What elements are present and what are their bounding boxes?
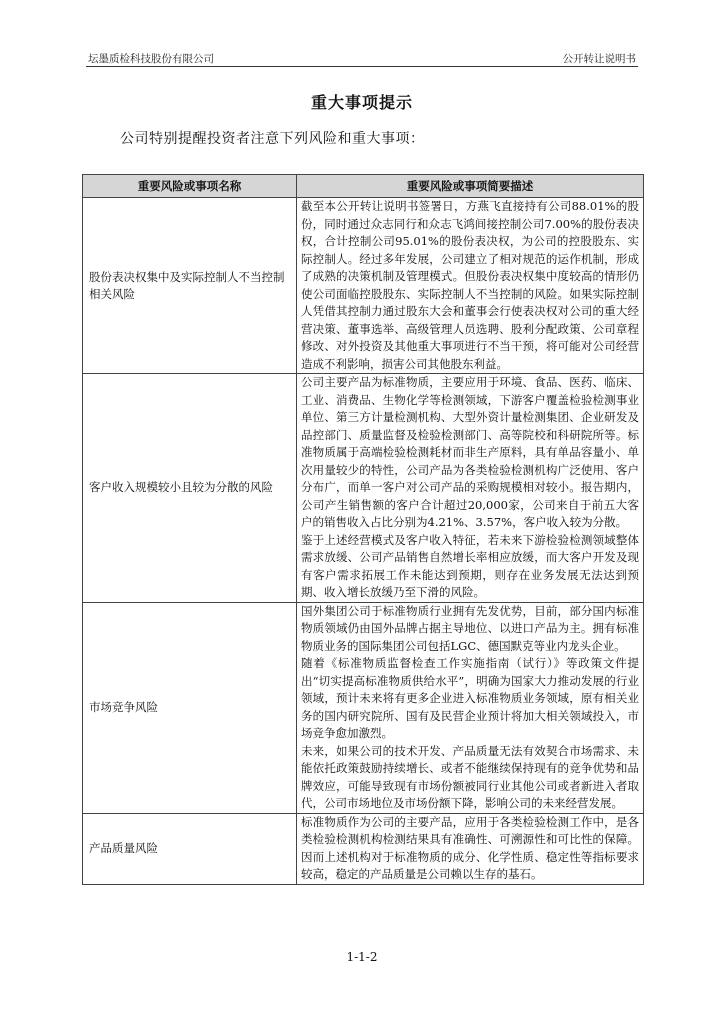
table-row (83, 198, 644, 374)
risk-description (297, 813, 644, 884)
page-number: 1-1-2 (346, 950, 378, 964)
risk-description (297, 602, 644, 813)
description-paragraph: 鉴于上述经营模式及客户收入特征，若未来下游检验检测领域整体需求放缓、公司产品销售自然增长率相应放缓，而大客户开发及现有客户需求拓展工作未能达到预期，则存在业务发展无法达到预期、收入增长放缓乃至下滑的风险。 (301, 532, 639, 599)
page-title: 重大事项提示 (310, 93, 413, 112)
column-header-name: 重要风险或事项名称 (83, 175, 297, 198)
description-paragraph: 随着《标准物质监督检查工作实施指南（试行）》等政策文件提出“切实提高标准物质供给水平”，明确为国家大力推动发展的行业领域，预计未来将有更多企业进入标准物质业务领域，原有相关业务的国内研究院所、国有及民营企业预计将加大相关领域投入，市场竞争愈加激烈。 (301, 656, 639, 740)
header-company-name: 坛墨质检科技股份有限公司 (88, 53, 214, 65)
column-header-description: 重要风险或事项简要描述 (297, 175, 644, 198)
description-paragraph: 国外集团公司于标准物质行业拥有先发优势，目前，部分国内标准物质领域仍由国外品牌占据主导地位、以进口产品为主。拥有标准物质业务的国际集团公司包括LGC、德国默克等业内龙头企业。 (301, 603, 639, 653)
page-header (86, 50, 638, 67)
table-row (83, 602, 644, 813)
intro-paragraph: 公司特别提醒投资者注意下列风险和重大事项： (120, 131, 425, 147)
table-row (83, 813, 644, 884)
risk-description (297, 374, 644, 603)
risk-name: 市场竞争风险 (83, 602, 297, 813)
risk-name: 客户收入规模较小且较为分散的风险 (83, 374, 297, 603)
table-row (83, 374, 644, 603)
risk-name: 产品质量风险 (83, 813, 297, 884)
description-paragraph: 未来，如果公司的技术开发、产品质量无法有效契合市场需求、未能依托政策鼓励持续增长、或者不能继续保持现有的竞争优势和品牌效应，可能导致现有市场份额被同行业其他公司或者新进入者取代，公司市场地位及市场份额下降，影响公司的未来经营发展。 (301, 743, 639, 810)
risk-description (297, 198, 644, 374)
description-paragraph: 截至本公开转让说明书签署日，方燕飞直接持有公司88.01%的股份，同时通过众志同行和众志飞鸿间接控制公司7.00%的股份表决权，合计控制公司95.01%的股份表决权，为公司的控股股东、实际控制人。经过多年发展，公司建立了相对规范的运作机制，形成了成熟的决策机制及管理模式。但股份表决权集中度较高的情形仍使公司面临控股股东、实际控制人不当控制的风险。如果实际控制人凭借其控制力通过股东大会和董事会行使表决权对公司的重大经营决策、董事选举、高级管理人员选聘、股利分配政策、公司章程修改、对外投资及其他重大事项进行不当干预，将可能对公司经营造成不利影响，损害公司其他股东利益。 (301, 199, 639, 371)
description-paragraph: 公司主要产品为标准物质，主要应用于环境、食品、医药、临床、工业、消费品、生物化学等检测领域，下游客户覆盖检验检测事业单位、第三方计量检测机构、大型外资计量检测集团、企业研发及品控部门、质量监督及检验检测部门、高等院校和科研院所等。标准物质属于高端检验检测耗材而非生产原料，具有单品容量小、单次用量较少的特性，公司产品为各类检验检测机构广泛使用、客户分布广，而单一客户对公司产品的采购规模相对较小。报告期内，公司产生销售额的客户合计超过20,000家，公司来自于前五大客户的销售收入占比分别为4.21%、3.57%，客户收入较为分散。 (301, 375, 639, 529)
risk-name: 股份表决权集中及实际控制人不当控制相关风险 (83, 198, 297, 374)
header-document-type: 公开转让说明书 (562, 53, 636, 65)
risk-table (82, 174, 644, 885)
description-paragraph: 标准物质作为公司的主要产品，应用于各类检验检测工作中，是各类检验检测机构检测结果具有准确性、可溯源性和可比性的保障。因而上述机构对于标准物质的成分、化学性质、稳定性等指标要求较高，稳定的产品质量是公司赖以生存的基石。 (301, 814, 639, 881)
table-header-row (83, 175, 644, 198)
